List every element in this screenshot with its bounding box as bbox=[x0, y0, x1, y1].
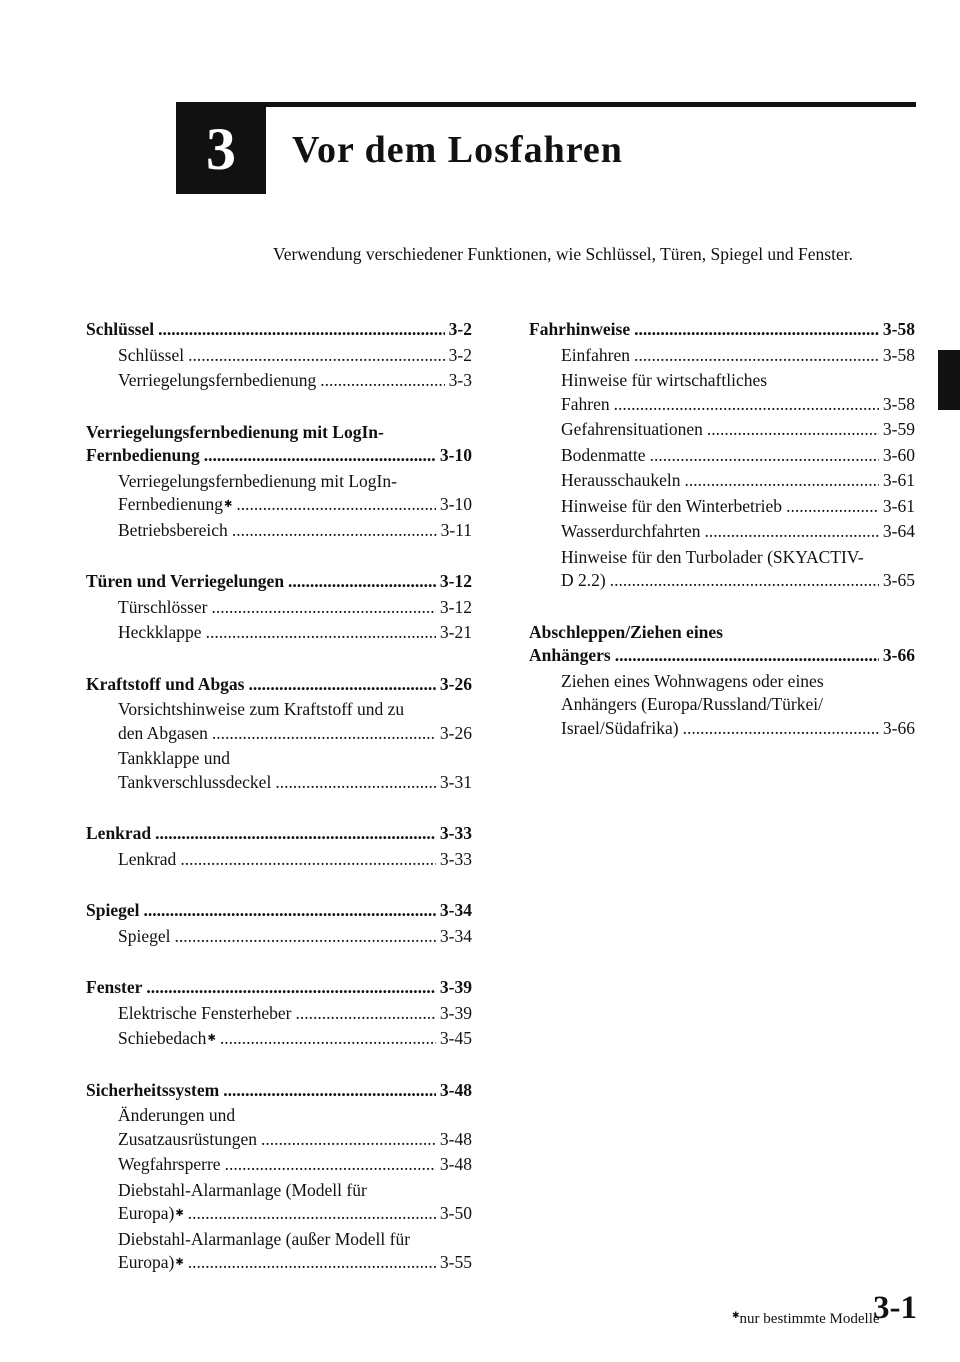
dot-leader bbox=[320, 369, 444, 393]
toc-entry[interactable] bbox=[561, 344, 915, 368]
toc-page-ref: 3-10 bbox=[439, 445, 472, 465]
dot-leader bbox=[225, 1153, 436, 1177]
toc-line bbox=[561, 344, 915, 368]
dot-leader bbox=[236, 493, 436, 517]
toc-entry[interactable] bbox=[118, 1179, 472, 1226]
dot-leader bbox=[261, 1128, 436, 1152]
toc-line bbox=[529, 318, 915, 342]
toc-line bbox=[529, 644, 915, 668]
toc-section-title[interactable] bbox=[86, 899, 472, 923]
toc-page-ref: 3-61 bbox=[882, 470, 915, 490]
toc-line-text: Fahren bbox=[561, 393, 610, 414]
toc-entry[interactable] bbox=[561, 670, 915, 741]
toc-line bbox=[86, 570, 472, 594]
toc-line bbox=[118, 771, 472, 795]
toc-page-ref: 3-58 bbox=[882, 344, 915, 365]
toc-line-text: Anhängers bbox=[529, 645, 611, 665]
toc-line bbox=[561, 418, 915, 442]
toc-section bbox=[86, 673, 472, 795]
toc-section-title[interactable] bbox=[86, 822, 472, 846]
toc-section-title[interactable] bbox=[86, 421, 472, 468]
dot-leader bbox=[705, 520, 879, 544]
toc-line bbox=[118, 1153, 472, 1177]
toc-page-ref: 3-48 bbox=[439, 1079, 472, 1100]
toc-page-ref: 3-66 bbox=[882, 645, 915, 665]
dot-leader bbox=[146, 976, 436, 1000]
toc-line bbox=[86, 444, 472, 468]
toc-line-text: Zusatzausrüstungen bbox=[118, 1128, 257, 1149]
toc-line-text: Spiegel bbox=[86, 900, 140, 920]
toc-line-text: Ziehen eines Wohnwagens oder eines bbox=[561, 670, 824, 691]
toc-line bbox=[118, 1002, 472, 1026]
dot-leader bbox=[634, 344, 879, 368]
toc-entry[interactable] bbox=[118, 848, 472, 872]
toc-section-title[interactable] bbox=[86, 673, 472, 697]
dot-leader bbox=[211, 596, 435, 620]
dot-leader bbox=[275, 771, 436, 795]
dot-leader bbox=[158, 318, 445, 342]
asterisk-icon: ✱ bbox=[175, 1208, 184, 1219]
toc-line-text: den Abgasen bbox=[118, 722, 208, 743]
toc-line bbox=[561, 495, 915, 519]
toc-line-text: Hinweise für wirtschaftliches bbox=[561, 370, 768, 390]
dot-leader bbox=[615, 644, 879, 668]
toc-section-title[interactable] bbox=[86, 1079, 472, 1103]
toc-line-text: Heckklappe bbox=[118, 622, 202, 642]
toc-page-ref: 3-33 bbox=[439, 823, 472, 843]
asterisk-icon: ✱ bbox=[175, 1257, 184, 1268]
toc-column-left bbox=[86, 318, 472, 1303]
toc-section-title[interactable] bbox=[86, 976, 472, 1000]
toc-page-ref: 3-2 bbox=[448, 344, 472, 365]
toc-entry[interactable] bbox=[561, 369, 915, 416]
toc-section-title[interactable] bbox=[529, 318, 915, 342]
toc-page-ref: 3-66 bbox=[882, 717, 915, 738]
toc-entry[interactable] bbox=[561, 495, 915, 519]
toc-entry[interactable] bbox=[118, 698, 472, 745]
toc-line bbox=[118, 493, 472, 517]
toc-line-text: Diebstahl-Alarmanlage (Modell für bbox=[118, 1179, 367, 1200]
dot-leader bbox=[155, 822, 436, 846]
toc-line bbox=[118, 1202, 472, 1226]
chapter-number: 3 bbox=[176, 104, 266, 194]
toc-page-ref: 3-58 bbox=[882, 319, 915, 339]
toc-line-text: Schlüssel bbox=[118, 344, 185, 365]
toc-line-text: Abschleppen/Ziehen eines bbox=[529, 621, 723, 642]
toc-entry[interactable] bbox=[118, 1228, 472, 1275]
dot-leader bbox=[707, 418, 879, 442]
toc-line bbox=[86, 899, 472, 923]
dot-leader bbox=[204, 444, 436, 468]
toc-line-text: Fenster bbox=[86, 977, 143, 997]
toc-section-title[interactable] bbox=[86, 570, 472, 594]
toc-line-text: Vorsichtshinweise zum Kraftstoff und zu bbox=[118, 699, 405, 719]
toc-entry[interactable] bbox=[118, 369, 472, 393]
toc-section-title[interactable] bbox=[86, 318, 472, 342]
toc-line-text: Israel/Südafrika) bbox=[561, 717, 679, 738]
toc-column-right bbox=[529, 318, 915, 768]
toc-entry[interactable] bbox=[118, 344, 472, 368]
dot-leader bbox=[232, 519, 437, 543]
toc-entry[interactable] bbox=[561, 444, 915, 468]
toc-line bbox=[118, 369, 472, 393]
toc-page-ref: 3-33 bbox=[439, 848, 472, 869]
toc-page-ref: 3-45 bbox=[439, 1028, 472, 1048]
toc-page-ref: 3-48 bbox=[439, 1154, 472, 1174]
dot-leader bbox=[188, 1251, 436, 1275]
toc-page-ref: 3-31 bbox=[439, 771, 472, 792]
toc-entry[interactable] bbox=[561, 520, 915, 544]
toc-section bbox=[86, 318, 472, 393]
toc-page-ref: 3-61 bbox=[882, 495, 915, 516]
toc-page-ref: 3-55 bbox=[439, 1252, 472, 1272]
dot-leader bbox=[180, 848, 436, 872]
toc-line-text: D 2.2) bbox=[561, 570, 606, 590]
toc-line-text: Elektrische Fensterheber bbox=[118, 1002, 292, 1023]
toc-entry[interactable] bbox=[118, 1027, 472, 1051]
toc-line-text: Fernbedienung bbox=[118, 494, 223, 514]
toc-entry[interactable] bbox=[118, 1002, 472, 1026]
dot-leader bbox=[212, 722, 436, 746]
toc-line-text: Hinweise für den Turbolader (SKYACTIV- bbox=[561, 546, 864, 567]
toc-line-text: Sicherheitssystem bbox=[86, 1079, 220, 1100]
toc-line bbox=[561, 393, 915, 417]
toc-line bbox=[118, 1251, 472, 1275]
toc-line-text: Verriegelungsfernbedienung mit LogIn- bbox=[86, 421, 384, 442]
toc-line bbox=[118, 1027, 472, 1051]
toc-line bbox=[118, 519, 472, 543]
dot-leader bbox=[295, 1002, 435, 1026]
toc-page-ref: 3-21 bbox=[439, 622, 472, 642]
dot-leader bbox=[650, 444, 879, 468]
dot-leader bbox=[683, 717, 879, 741]
toc-entry[interactable] bbox=[118, 519, 472, 543]
toc-page-ref: 3-26 bbox=[439, 722, 472, 743]
toc-entry[interactable] bbox=[561, 546, 915, 593]
toc-line-text: Türschlösser bbox=[118, 596, 208, 617]
toc-page-ref: 3-48 bbox=[439, 1128, 472, 1149]
footnote bbox=[731, 1310, 880, 1328]
toc-line-text: Gefahrensituationen bbox=[561, 419, 703, 439]
dot-leader bbox=[614, 393, 879, 417]
toc-line-text: Fahrhinweise bbox=[529, 319, 631, 339]
toc-line bbox=[561, 469, 915, 493]
toc-section bbox=[86, 976, 472, 1051]
toc-line bbox=[118, 596, 472, 620]
toc-page-ref: 3-2 bbox=[448, 319, 472, 339]
toc-section bbox=[86, 1079, 472, 1275]
dot-leader bbox=[206, 621, 436, 645]
dot-leader bbox=[175, 925, 436, 949]
toc-page-ref: 3-10 bbox=[439, 494, 472, 514]
toc-page-ref: 3-26 bbox=[439, 673, 472, 694]
toc-entry[interactable] bbox=[118, 925, 472, 949]
toc-page-ref: 3-50 bbox=[439, 1203, 472, 1223]
dot-leader bbox=[223, 1079, 436, 1103]
asterisk-icon: ✱ bbox=[223, 499, 233, 510]
toc-line-text: Diebstahl-Alarmanlage (außer Modell für bbox=[118, 1228, 411, 1249]
toc-line-text: Verriegelungsfernbedienung bbox=[118, 370, 317, 390]
asterisk-icon: ✱ bbox=[207, 1033, 216, 1044]
dot-leader bbox=[610, 569, 879, 593]
toc-section bbox=[529, 621, 915, 741]
toc-page-ref: 3-65 bbox=[882, 570, 915, 590]
chapter-header-rule bbox=[176, 102, 916, 107]
dot-leader bbox=[220, 1027, 436, 1051]
toc-entry[interactable] bbox=[118, 596, 472, 620]
toc-line bbox=[86, 822, 472, 846]
toc-section bbox=[86, 570, 472, 645]
toc-line-text: Verriegelungsfernbedienung mit LogIn- bbox=[118, 470, 397, 491]
toc-entry[interactable] bbox=[118, 621, 472, 645]
toc-line bbox=[86, 673, 472, 697]
toc-line-text: Schiebedach bbox=[118, 1028, 207, 1048]
toc-entry[interactable] bbox=[118, 747, 472, 794]
toc-section bbox=[529, 318, 915, 593]
dot-leader bbox=[188, 1202, 436, 1226]
toc-line bbox=[86, 1079, 472, 1103]
toc-entry[interactable] bbox=[561, 418, 915, 442]
toc-line-text: Anhängers (Europa/Russland/Türkei/ bbox=[561, 694, 823, 714]
toc-line-text: Wasserdurchfahrten bbox=[561, 521, 701, 541]
toc-page-ref: 3-60 bbox=[882, 444, 915, 465]
toc-line bbox=[118, 722, 472, 746]
toc-line-text: Wegfahrsperre bbox=[118, 1154, 221, 1174]
toc-page-ref: 3-58 bbox=[882, 393, 915, 414]
toc-line-text: Herausschaukeln bbox=[561, 470, 681, 490]
toc-page-ref: 3-12 bbox=[439, 571, 472, 591]
toc-line-text: Lenkrad bbox=[118, 848, 177, 869]
toc-section bbox=[86, 421, 472, 543]
chapter-title: Vor dem Losfahren bbox=[292, 129, 623, 171]
toc-page-ref: 3-12 bbox=[439, 596, 472, 617]
toc-page-ref: 3-34 bbox=[439, 900, 472, 920]
toc-line bbox=[561, 569, 915, 593]
toc-line bbox=[118, 1128, 472, 1152]
toc-entry[interactable] bbox=[118, 1104, 472, 1151]
toc-line bbox=[561, 444, 915, 468]
toc-section bbox=[86, 822, 472, 871]
toc-entry[interactable] bbox=[561, 469, 915, 493]
asterisk-icon: ✱ bbox=[732, 1310, 740, 1320]
toc-line-text: Europa) bbox=[118, 1203, 175, 1223]
dot-leader bbox=[143, 899, 435, 923]
dot-leader bbox=[634, 318, 879, 342]
toc-line-text: Fernbedienung bbox=[86, 445, 200, 465]
dot-leader bbox=[249, 673, 436, 697]
toc-page-ref: 3-39 bbox=[439, 977, 472, 997]
toc-line-text: Lenkrad bbox=[86, 823, 152, 843]
toc-line-text: Spiegel bbox=[118, 925, 171, 946]
toc-line-text: Tankklappe und bbox=[118, 748, 231, 768]
toc-section bbox=[86, 899, 472, 948]
dot-leader bbox=[685, 469, 879, 493]
chapter-tab-marker bbox=[938, 350, 960, 410]
toc-entry[interactable] bbox=[118, 470, 472, 517]
toc-line bbox=[561, 520, 915, 544]
toc-page-ref: 3-34 bbox=[439, 925, 472, 946]
toc-line bbox=[118, 621, 472, 645]
toc-page-ref: 3-39 bbox=[439, 1002, 472, 1023]
toc-line bbox=[561, 717, 915, 741]
toc-line-text: Änderungen und bbox=[118, 1105, 236, 1125]
toc-line-text: Tankverschlussdeckel bbox=[118, 771, 272, 792]
chapter-intro: Verwendung verschiedener Funktionen, wie Schlüssel, Türen, Spiegel und Fenster. bbox=[273, 244, 853, 264]
toc-line bbox=[118, 848, 472, 872]
dot-leader bbox=[288, 570, 436, 594]
toc-page-ref: 3-11 bbox=[440, 519, 472, 540]
toc-line-text: Türen und Verriegelungen bbox=[86, 571, 285, 591]
toc-line-text: Schlüssel bbox=[86, 319, 155, 339]
toc-line bbox=[86, 976, 472, 1000]
toc-page-ref: 3-3 bbox=[448, 370, 472, 390]
toc-line-text: Betriebsbereich bbox=[118, 519, 228, 540]
toc-line-text: Kraftstoff und Abgas bbox=[86, 673, 245, 694]
toc-line-text: Bodenmatte bbox=[561, 444, 646, 465]
toc-line-text: Europa) bbox=[118, 1252, 175, 1272]
footnote-text: nur bestimmte Modelle bbox=[739, 1311, 880, 1327]
toc-line-text: Hinweise für den Winterbetrieb bbox=[561, 495, 783, 516]
toc-entry[interactable] bbox=[118, 1153, 472, 1177]
dot-leader bbox=[786, 495, 879, 519]
toc-line bbox=[118, 925, 472, 949]
toc-line bbox=[86, 318, 472, 342]
toc-line bbox=[118, 344, 472, 368]
toc-line-text: Einfahren bbox=[561, 344, 630, 365]
toc-section-title[interactable] bbox=[529, 621, 915, 668]
toc-page-ref: 3-64 bbox=[882, 521, 915, 541]
toc-page-ref: 3-59 bbox=[882, 419, 915, 439]
dot-leader bbox=[188, 344, 445, 368]
page-number: 3-1 bbox=[873, 1290, 917, 1326]
